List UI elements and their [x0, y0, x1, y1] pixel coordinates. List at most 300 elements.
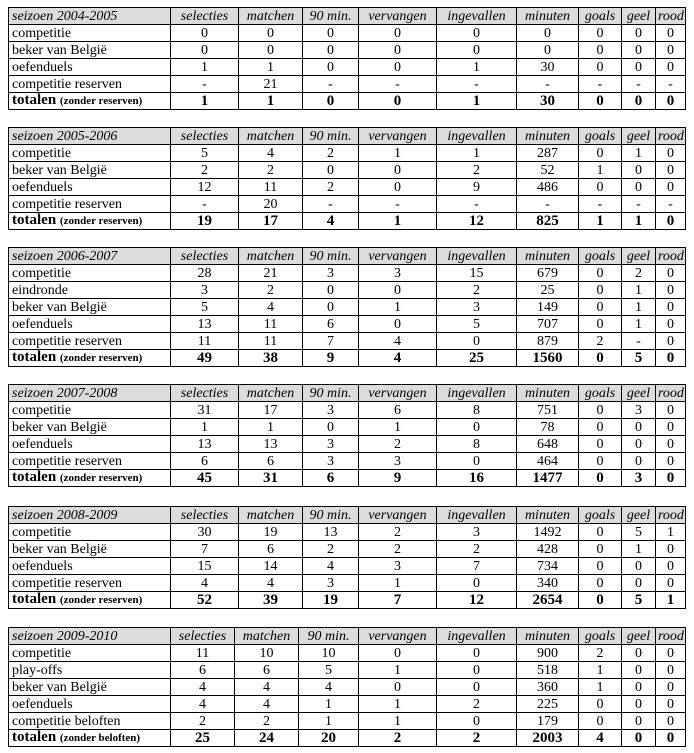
column-header: goals [579, 385, 622, 402]
table-cell: 0 [656, 419, 686, 436]
table-cell: 1 [299, 696, 359, 713]
table-cell: 1 [239, 419, 303, 436]
table-row [9, 419, 686, 436]
column-header: ingevallen [437, 507, 517, 524]
table-row [9, 265, 686, 282]
total-cell: 5 [622, 350, 656, 367]
table-cell: 6 [359, 402, 437, 419]
table-cell: 0 [437, 575, 517, 592]
table-cell: 1 [359, 575, 437, 592]
table-cell: 0 [303, 282, 359, 299]
table-cell: 734 [517, 558, 579, 575]
table-cell: 13 [171, 436, 239, 453]
table-cell: 1 [622, 282, 656, 299]
total-cell: 0 [656, 213, 686, 230]
column-header: ingevallen [437, 628, 517, 645]
table-row [9, 76, 686, 93]
table-cell: 0 [656, 282, 686, 299]
table-cell: 11 [239, 316, 303, 333]
total-cell: 0 [656, 730, 686, 747]
table-cell: 5 [299, 662, 359, 679]
table-cell: 4 [171, 575, 239, 592]
table-cell: 0 [656, 402, 686, 419]
total-cell: 19 [171, 213, 239, 230]
table-cell: - [171, 196, 239, 213]
table-cell: 12 [171, 179, 239, 196]
header-row [9, 128, 686, 145]
table-row [9, 282, 686, 299]
total-cell: 1 [239, 93, 303, 110]
table-cell: 1 [171, 419, 239, 436]
table-cell: 1 [359, 713, 437, 730]
table-cell: 1 [359, 299, 437, 316]
table-cell: 0 [239, 42, 303, 59]
row-label: beker van België [9, 42, 171, 59]
table-cell: 360 [517, 679, 579, 696]
total-cell: 24 [235, 730, 299, 747]
table-cell: 2 [437, 282, 517, 299]
table-cell: 0 [656, 696, 686, 713]
table-row [9, 316, 686, 333]
table-cell: 225 [517, 696, 579, 713]
table-cell: 0 [359, 316, 437, 333]
table-cell: 287 [517, 145, 579, 162]
table-cell: 1 [171, 59, 239, 76]
column-header: minuten [517, 8, 579, 25]
row-label: oefenduels [9, 316, 171, 333]
table-cell: - [622, 333, 656, 350]
total-cell: 0 [656, 93, 686, 110]
row-label: beker van België [9, 299, 171, 316]
total-cell: 1 [359, 213, 437, 230]
total-label [9, 213, 171, 230]
column-header: geel [622, 628, 656, 645]
table-row [9, 541, 686, 558]
table-cell: - [359, 196, 437, 213]
table-cell: 2 [622, 265, 656, 282]
total-row [9, 470, 686, 487]
table-cell: 0 [359, 162, 437, 179]
table-cell: 3 [622, 402, 656, 419]
total-cell: 2003 [517, 730, 579, 747]
column-header: geel [622, 385, 656, 402]
table-cell: 1 [239, 59, 303, 76]
table-cell: 11 [239, 333, 303, 350]
total-label-text: totalen [12, 92, 57, 108]
table-cell: 0 [622, 436, 656, 453]
table-cell: 3 [171, 282, 239, 299]
table-cell: 0 [622, 179, 656, 196]
table-cell: 3 [359, 558, 437, 575]
column-header: vervangen [359, 507, 437, 524]
table-cell: 0 [656, 265, 686, 282]
table-row [9, 575, 686, 592]
table-cell: 2 [303, 145, 359, 162]
table-cell: - [579, 76, 622, 93]
table-row [9, 524, 686, 541]
header-row [9, 8, 686, 25]
total-cell: 1477 [517, 470, 579, 487]
total-cell: 12 [437, 592, 517, 609]
header-row [9, 507, 686, 524]
total-cell: 6 [303, 470, 359, 487]
table-cell: 1 [359, 662, 437, 679]
table-cell: 4 [299, 679, 359, 696]
table-row [9, 59, 686, 76]
column-header: matchen [239, 248, 303, 265]
table-cell: 9 [437, 179, 517, 196]
season-title: seizoen 2006-2007 [9, 248, 171, 265]
column-header: selecties [171, 385, 239, 402]
row-label: oefenduels [9, 179, 171, 196]
total-cell: 12 [437, 213, 517, 230]
row-label: beker van België [9, 679, 171, 696]
table-cell: 2 [579, 333, 622, 350]
table-cell: 4 [239, 145, 303, 162]
table-cell: 0 [437, 645, 517, 662]
table-cell: 0 [622, 59, 656, 76]
column-header: matchen [235, 628, 299, 645]
row-label: competitie reserven [9, 196, 171, 213]
table-cell: 0 [579, 541, 622, 558]
table-cell: 0 [171, 25, 239, 42]
column-header: 90 min. [303, 507, 359, 524]
column-header: goals [579, 507, 622, 524]
total-cell: 1 [622, 213, 656, 230]
total-label [9, 350, 171, 367]
table-cell: 4 [235, 696, 299, 713]
season-table-2005-2006 [8, 127, 686, 230]
table-cell: 2 [437, 541, 517, 558]
table-cell: 1 [622, 145, 656, 162]
table-cell: 0 [622, 713, 656, 730]
total-cell: 9 [359, 470, 437, 487]
table-cell: 0 [517, 25, 579, 42]
table-cell: - [517, 76, 579, 93]
total-cell: 0 [579, 470, 622, 487]
table-cell: 2 [359, 436, 437, 453]
table-cell: 0 [656, 179, 686, 196]
total-label-text: totalen [12, 212, 57, 228]
total-label [9, 470, 171, 487]
table-cell: 0 [359, 282, 437, 299]
row-label: oefenduels [9, 59, 171, 76]
table-cell: 0 [579, 558, 622, 575]
table-cell: 13 [171, 316, 239, 333]
table-cell: 5 [171, 145, 239, 162]
table-cell: 0 [437, 333, 517, 350]
table-cell: 0 [579, 713, 622, 730]
row-label: beker van België [9, 541, 171, 558]
table-cell: 1 [579, 162, 622, 179]
column-header: minuten [517, 128, 579, 145]
table-cell: 0 [579, 265, 622, 282]
column-header: minuten [517, 507, 579, 524]
table-cell: 5 [622, 524, 656, 541]
table-row [9, 299, 686, 316]
table-cell: 0 [437, 453, 517, 470]
total-note: (zonder reserven) [59, 215, 143, 227]
table-cell: 13 [303, 524, 359, 541]
table-cell: 10 [299, 645, 359, 662]
table-cell: 0 [656, 59, 686, 76]
column-header: goals [579, 628, 622, 645]
table-cell: 2 [171, 162, 239, 179]
table-cell: 0 [622, 42, 656, 59]
table-cell: 0 [579, 316, 622, 333]
table-cell: 900 [517, 645, 579, 662]
table-cell: 0 [656, 333, 686, 350]
column-header: ingevallen [437, 385, 517, 402]
table-cell: 0 [656, 25, 686, 42]
table-cell: 0 [437, 42, 517, 59]
column-header: 90 min. [303, 8, 359, 25]
column-header: matchen [239, 128, 303, 145]
row-label: beker van België [9, 419, 171, 436]
season-title: seizoen 2009-2010 [9, 628, 171, 645]
table-cell: 0 [656, 42, 686, 59]
column-header: goals [579, 248, 622, 265]
table-cell: 4 [171, 696, 235, 713]
total-cell: 0 [579, 93, 622, 110]
table-cell: 2 [579, 645, 622, 662]
column-header: minuten [517, 248, 579, 265]
total-cell: 0 [656, 470, 686, 487]
table-cell: 464 [517, 453, 579, 470]
total-cell: 5 [622, 592, 656, 609]
total-cell: 7 [359, 592, 437, 609]
column-header: ingevallen [437, 8, 517, 25]
table-row [9, 25, 686, 42]
column-header: minuten [517, 628, 579, 645]
header-row [9, 385, 686, 402]
column-header: goals [579, 128, 622, 145]
total-cell: 0 [579, 592, 622, 609]
table-cell: 3 [303, 265, 359, 282]
row-label: competitie [9, 145, 171, 162]
table-row [9, 645, 686, 662]
table-cell: 0 [303, 419, 359, 436]
total-cell: 1 [437, 93, 517, 110]
table-cell: - [359, 76, 437, 93]
table-cell: 1 [622, 316, 656, 333]
table-cell: 879 [517, 333, 579, 350]
total-cell: 1 [171, 93, 239, 110]
table-cell: 3 [303, 575, 359, 592]
table-cell: 0 [437, 713, 517, 730]
table-cell: 149 [517, 299, 579, 316]
table-cell: 679 [517, 265, 579, 282]
table-cell: - [171, 76, 239, 93]
total-row [9, 592, 686, 609]
table-cell: 0 [656, 645, 686, 662]
total-note: (zonder reserven) [59, 352, 143, 364]
table-cell: 0 [579, 179, 622, 196]
total-cell: 2 [359, 730, 437, 747]
table-row [9, 662, 686, 679]
season-table-2004-2005 [8, 7, 686, 110]
table-cell: 0 [359, 179, 437, 196]
table-cell: 14 [239, 558, 303, 575]
row-label: competitie [9, 25, 171, 42]
table-cell: 0 [656, 558, 686, 575]
table-cell: 5 [437, 316, 517, 333]
column-header: matchen [239, 385, 303, 402]
table-cell: 2 [359, 541, 437, 558]
table-cell: 648 [517, 436, 579, 453]
table-cell: 0 [437, 662, 517, 679]
table-cell: 0 [579, 696, 622, 713]
row-label: competitie reserven [9, 453, 171, 470]
total-cell: 17 [239, 213, 303, 230]
table-row [9, 179, 686, 196]
total-cell: 4 [303, 213, 359, 230]
table-cell: 11 [239, 179, 303, 196]
table-cell: 0 [622, 558, 656, 575]
season-title: seizoen 2004-2005 [9, 8, 171, 25]
table-cell: 10 [235, 645, 299, 662]
row-label: competitie reserven [9, 76, 171, 93]
season-title: seizoen 2007-2008 [9, 385, 171, 402]
table-cell: 1 [359, 145, 437, 162]
table-cell: - [437, 76, 517, 93]
table-cell: 15 [171, 558, 239, 575]
table-cell: 2 [239, 282, 303, 299]
column-header: 90 min. [299, 628, 359, 645]
table-cell: 0 [437, 679, 517, 696]
table-cell: 6 [303, 316, 359, 333]
table-cell: 0 [622, 662, 656, 679]
column-header: selecties [171, 507, 239, 524]
total-cell: 4 [579, 730, 622, 747]
column-header: 90 min. [303, 385, 359, 402]
table-cell: - [622, 196, 656, 213]
table-cell: 0 [579, 42, 622, 59]
total-cell: 825 [517, 213, 579, 230]
table-cell: 0 [622, 575, 656, 592]
column-header: selecties [171, 8, 239, 25]
table-cell: 0 [579, 575, 622, 592]
table-cell: 3 [303, 402, 359, 419]
table-cell: 4 [239, 575, 303, 592]
table-cell: 0 [656, 541, 686, 558]
table-cell: 4 [171, 679, 235, 696]
table-cell: 0 [579, 436, 622, 453]
row-label: competitie reserven [9, 333, 171, 350]
table-cell: 0 [359, 679, 437, 696]
table-cell: 30 [171, 524, 239, 541]
total-row [9, 730, 686, 747]
table-cell: 2 [235, 713, 299, 730]
table-cell: 0 [437, 419, 517, 436]
table-cell: 0 [656, 316, 686, 333]
table-row [9, 402, 686, 419]
total-cell: 3 [622, 470, 656, 487]
total-cell: 0 [622, 93, 656, 110]
table-cell: 13 [239, 436, 303, 453]
table-cell: 0 [656, 662, 686, 679]
total-cell: 25 [171, 730, 235, 747]
table-cell: 1 [579, 662, 622, 679]
season-table-2009-2010 [8, 627, 686, 747]
total-label-text: totalen [12, 729, 57, 745]
season-table-2007-2008 [8, 384, 686, 487]
table-cell: 6 [239, 453, 303, 470]
table-cell: 0 [656, 453, 686, 470]
total-label-text: totalen [12, 591, 57, 607]
table-row [9, 145, 686, 162]
table-cell: 518 [517, 662, 579, 679]
table-cell: 4 [239, 299, 303, 316]
table-cell: 3 [359, 453, 437, 470]
table-cell: 0 [656, 713, 686, 730]
header-row [9, 248, 686, 265]
total-row [9, 213, 686, 230]
total-cell: 16 [437, 470, 517, 487]
table-cell: 2 [359, 524, 437, 541]
total-label-text: totalen [12, 469, 57, 485]
table-cell: 6 [239, 541, 303, 558]
table-cell: 52 [517, 162, 579, 179]
table-cell: 0 [517, 42, 579, 59]
row-label: competitie [9, 524, 171, 541]
total-note: (zonder beloften) [59, 732, 141, 744]
table-cell: 428 [517, 541, 579, 558]
table-cell: 2 [303, 541, 359, 558]
total-cell: 0 [622, 730, 656, 747]
table-cell: 0 [359, 25, 437, 42]
row-label: oefenduels [9, 436, 171, 453]
column-header: rood [656, 507, 686, 524]
table-cell: 1 [622, 541, 656, 558]
table-cell: 0 [579, 145, 622, 162]
column-header: rood [656, 128, 686, 145]
table-cell: 7 [171, 541, 239, 558]
table-row [9, 436, 686, 453]
table-cell: 0 [437, 25, 517, 42]
row-label: oefenduels [9, 558, 171, 575]
table-cell: - [656, 196, 686, 213]
column-header: 90 min. [303, 128, 359, 145]
total-note: (zonder reserven) [59, 594, 143, 606]
total-row [9, 93, 686, 110]
total-cell: 0 [359, 93, 437, 110]
table-cell: 0 [656, 436, 686, 453]
table-cell: 1 [437, 59, 517, 76]
row-label: competitie [9, 265, 171, 282]
total-cell: 38 [239, 350, 303, 367]
table-cell: 28 [171, 265, 239, 282]
table-cell: 0 [303, 162, 359, 179]
total-cell: 2654 [517, 592, 579, 609]
column-header: rood [656, 628, 686, 645]
table-cell: 17 [239, 402, 303, 419]
table-cell: 0 [579, 59, 622, 76]
table-row [9, 196, 686, 213]
table-cell: 0 [579, 299, 622, 316]
table-cell: 0 [656, 162, 686, 179]
total-cell: 4 [359, 350, 437, 367]
table-cell: 1 [656, 524, 686, 541]
table-cell: 707 [517, 316, 579, 333]
total-cell: 1 [579, 213, 622, 230]
total-cell: 0 [579, 350, 622, 367]
table-cell: 0 [579, 524, 622, 541]
table-cell: 4 [359, 333, 437, 350]
table-cell: 31 [171, 402, 239, 419]
table-row [9, 679, 686, 696]
table-cell: 0 [303, 42, 359, 59]
